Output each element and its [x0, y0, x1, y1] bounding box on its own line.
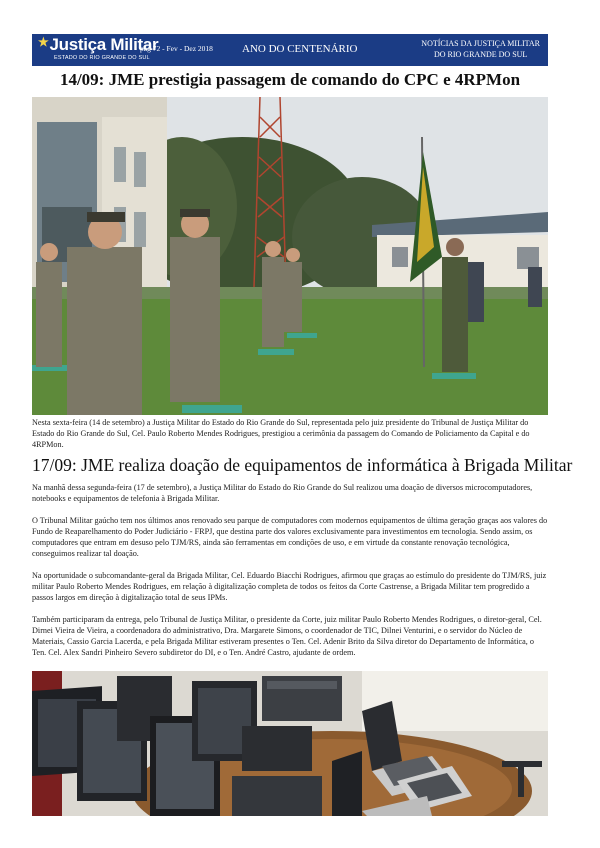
publication-title-line2: DO RIO GRANDE DO SUL: [433, 50, 528, 59]
star-icon: ★: [38, 35, 49, 49]
article2-paragraph: Na oportunidade o subcomandante-geral da Brigada Militar, Cel. Eduardo Biacchi Rodrigues, afirmou que graças ao estímulo do presidente do TJM/RS, juiz militar Paulo Roberto Mendes Rodrigues, em relação à digitalização completa de todos os feitos da Corte Castrense, a Brigada Militar tem progredido a passos largos em direção à digitalização total de seus IPMs.: [32, 571, 547, 602]
ceremony-photo: [32, 97, 548, 415]
page-info: pág 72 - Fev - Dez 2018: [140, 44, 213, 53]
article1-caption: Nesta sexta-feira (14 de setembro) a Justiça Militar do Estado do Rio Grande do Sul, representada pelo juiz presidente do Tribunal de Justiça Militar do Estado do Rio Grande do Sul, Cel. Paulo Roberto Mendes Rodrigues, prestigiou a cerimônia da passagem do Comando de Policiamento da Capital e do 4RPMon.: [32, 418, 530, 449]
article1-headline: 14/09: JME prestigia passagem de comando do CPC e 4RPMon: [59, 70, 521, 89]
page-header: [32, 34, 548, 66]
publication-title-line1: NOTÍCIAS DA JUSTIÇA MILITAR: [421, 39, 540, 48]
logo-title: Justiça Militar: [49, 35, 159, 54]
section-title: ANO DO CENTENÁRIO: [242, 43, 358, 55]
article2-headline: 17/09: JME realiza doação de equipamentos de informática à Brigada Militar: [32, 455, 573, 475]
equipment-photo: [32, 671, 548, 816]
article2-paragraph: Na manhã dessa segunda-feira (17 de setembro), a Justiça Militar do Estado do Rio Grande do Sul realizou uma doação de diversos microcomputadores, notebooks e equipamentos de telefonia à Brigada Militar.: [32, 483, 533, 503]
article2-body: [32, 482, 548, 669]
publication-title: [421, 38, 540, 60]
logo-subtitle: ESTADO DO RIO GRANDE DO SUL: [54, 55, 150, 61]
article2-paragraph: O Tribunal Militar gaúcho tem nos últimos anos renovado seu parque de computadores com modernos equipamentos de última geração graças aos valores do Fundo de Reaparelhamento do Poder Judiciário - FRPJ, que destina parte dos valores exclusivamente para investimentos em tecnologia. Sendo assim, os computadores que entram em desuso pelo TJM/RS, ainda são ferramentas em condições de uso, e em virtude da constante renovação tecnológica, conseguimos realizar tal doação.: [32, 516, 548, 558]
article2-paragraph: Também participaram da entrega, pelo Tribunal de Justiça Militar, o presidente da Corte, juiz militar Paulo Roberto Mendes Rodrigues, o diretor-geral, Cel. Dirnei Vieira de Vieira, a coordenadora do administrativo, Dra. Margarete Simons, o coordenador de TIC, Dilnei Venturini, e o servidor do Núcleo de Materiais, Cassio Garcia Lacerda, e pela Brigada Militar estiveram presentes o Ten. Cel. Adenir Brito da Silva diretor do Departamento de Informática, o Ten. Cel. Alex Sandri Pinheiro Severo subdiretor do DI, e o Ten. André Castro, ajudante de ordem.: [32, 615, 542, 657]
